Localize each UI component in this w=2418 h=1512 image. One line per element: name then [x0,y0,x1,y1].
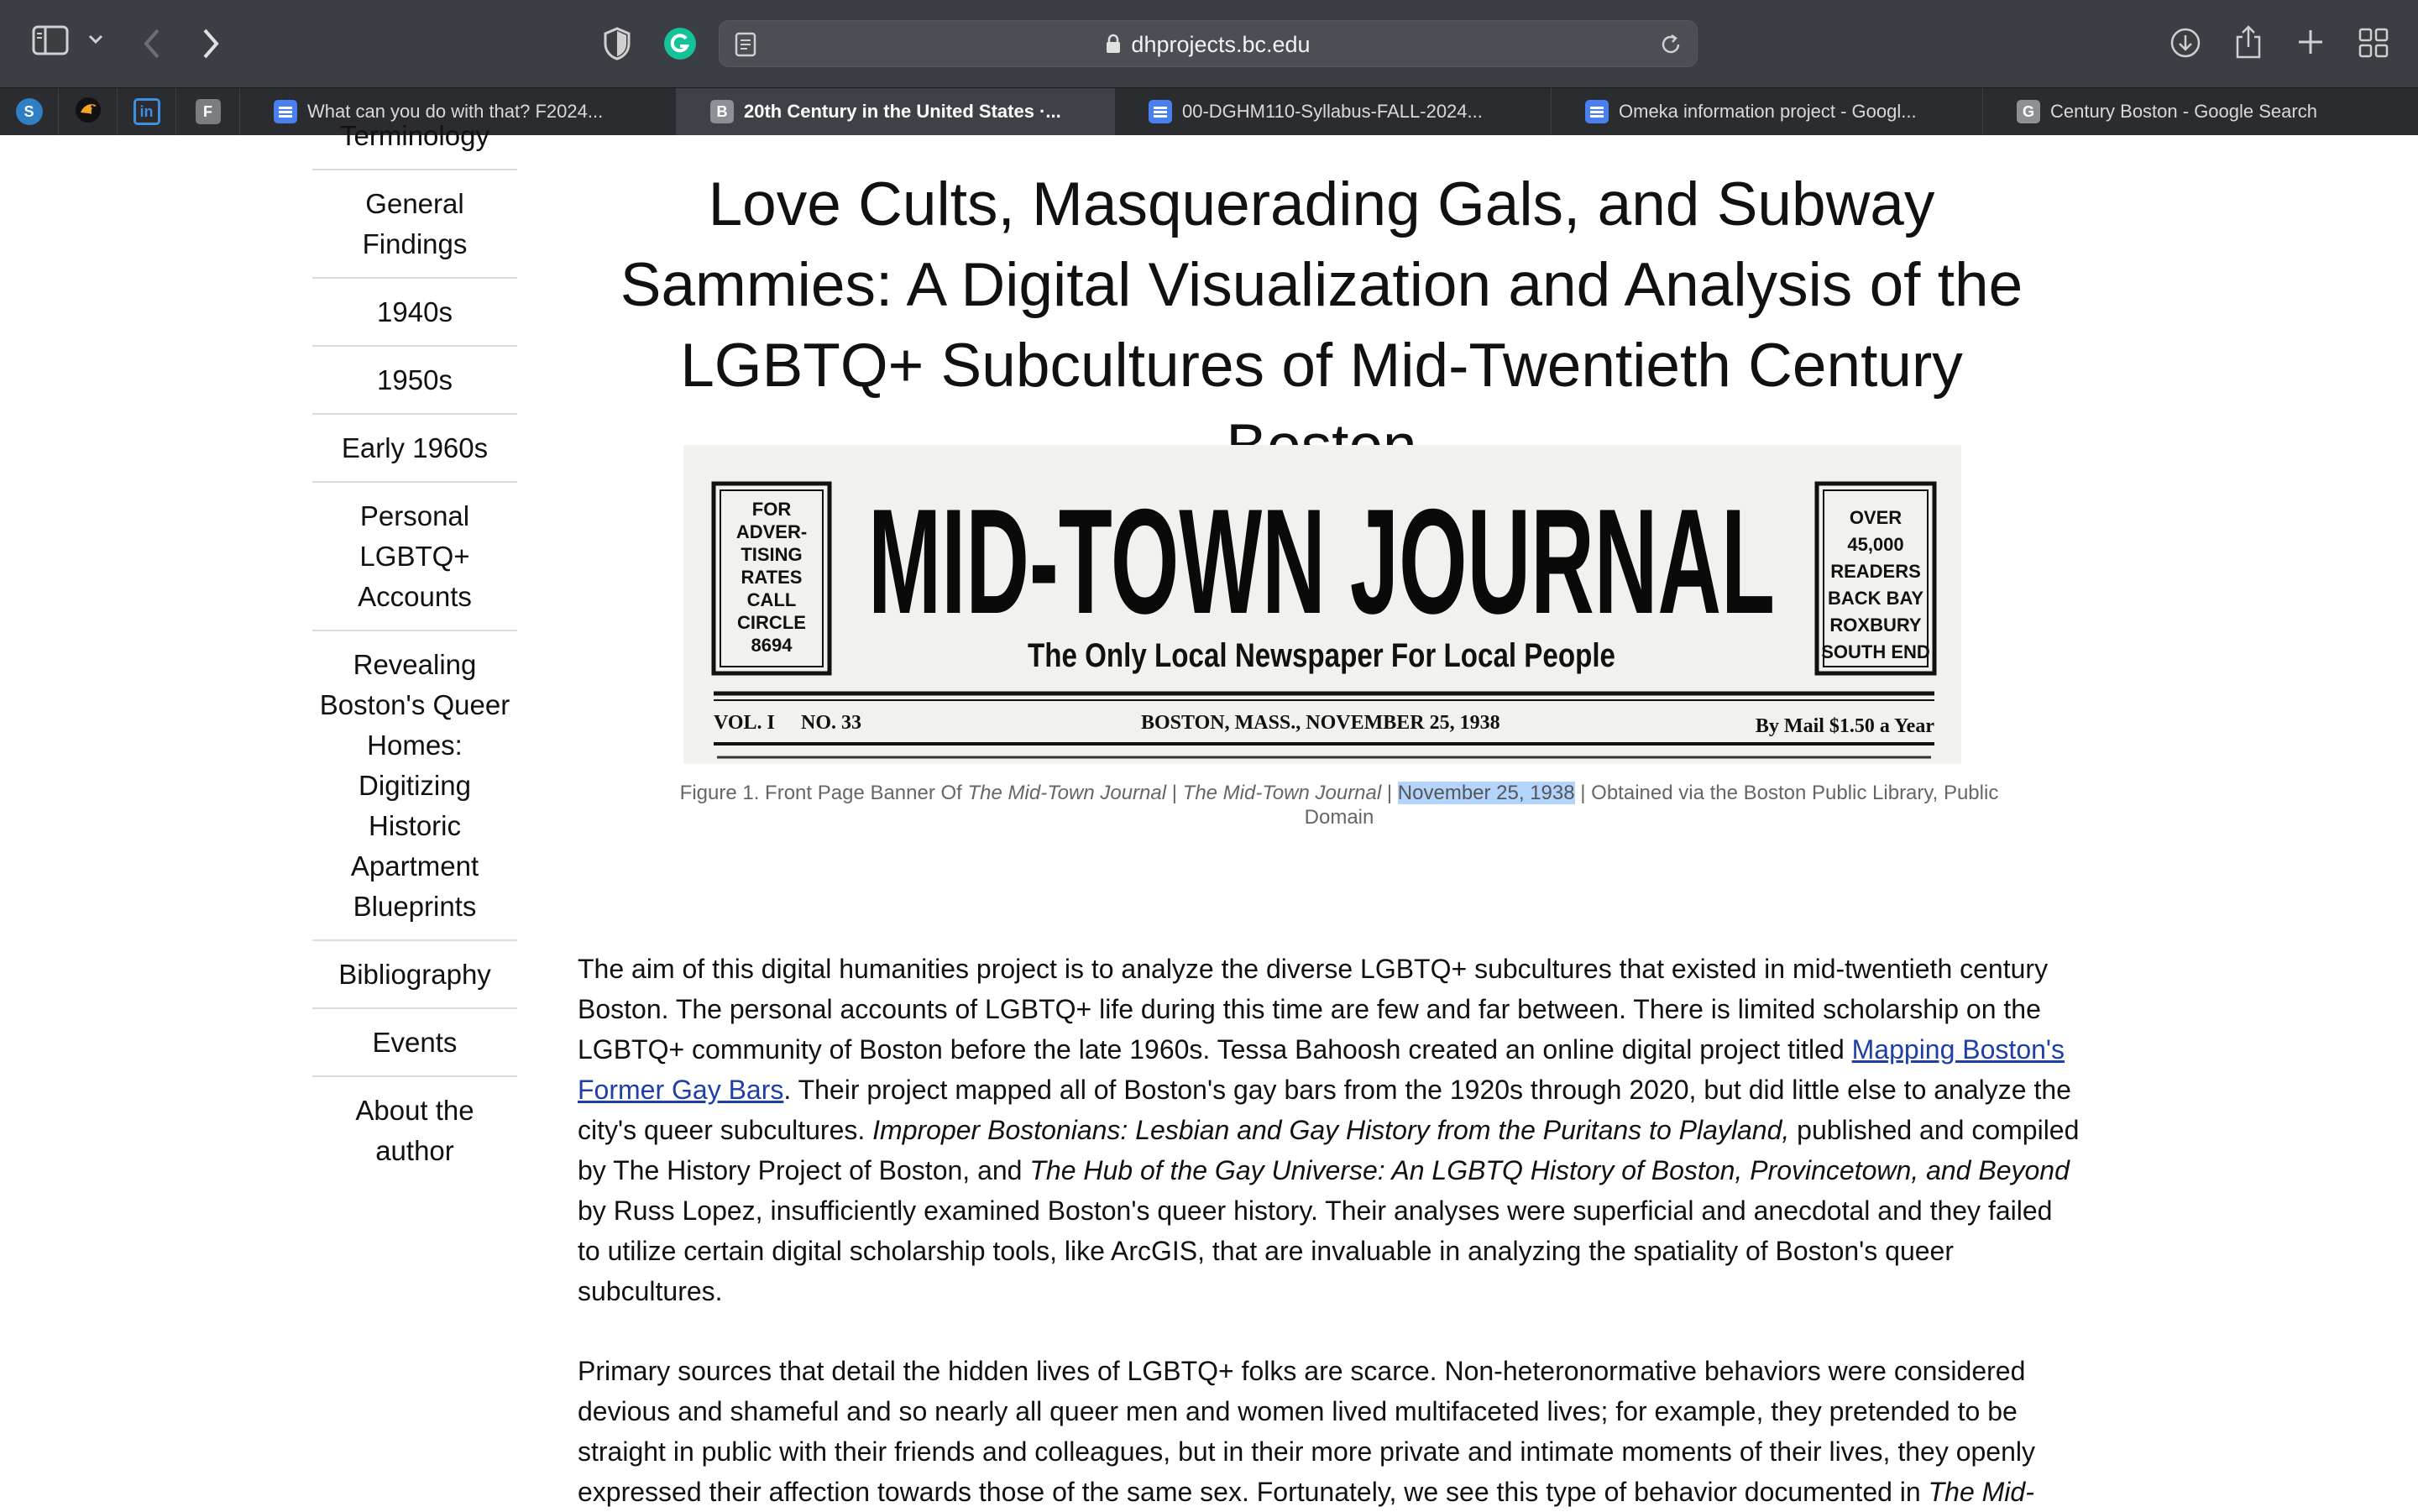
caption-prefix: Figure 1. Front Page Banner Of [679,782,968,804]
pinned-tab[interactable] [176,88,240,135]
b-icon [710,100,734,123]
sidebar-link[interactable]: Terminology [340,120,489,151]
sidebar-item-general-findings[interactable] [312,170,517,279]
f-icon-letter: F [203,102,212,120]
tab-omeka[interactable] [1552,88,1983,135]
back-icon[interactable] [141,27,163,60]
right-box-line: ROXBURY [1829,615,1922,636]
tab-label: What can you do with that? F2024... [307,101,604,122]
paragraph-text: published and compiled by The History Project of Boston, and [578,1115,2080,1185]
sidebar-link[interactable]: 1940s [377,296,453,327]
sidebar-item-personal-accounts[interactable] [312,483,517,631]
caption-separator: | [1381,782,1398,804]
pinned-tab[interactable] [59,88,118,135]
page-title: Love Cults, Masquerading Gals, and Subway Sammies: A Digital Visualization and Analysis of the LGBTQ+ Subcultures of Mid-Twentieth Century [620,170,2023,400]
left-box-line: CIRCLE [737,612,806,633]
sidebar-item-events[interactable] [312,1009,517,1077]
journal-title: The Mid- [1928,1477,2034,1507]
privacy-shield-icon[interactable] [603,27,631,60]
dateline: BOSTON, MASS., NOVEMBER 25, 1938 [1141,712,1500,734]
g-icon [2017,100,2040,123]
sidebar-link[interactable]: Events [372,1027,458,1058]
linkedin-icon-letter: in [139,102,154,120]
right-box-line: READERS [1830,561,1921,582]
paragraph-text: The aim of this digital humanities project is to analyze the diverse LGBTQ+ subcultures that existed in mid-twentieth century Boston. The personal accounts of LGBTQ+ life during this time are few and far between. There is limited scholarship on the LGBTQ+ community of Boston before the late 1960s. Tessa Bahoosh created an online digital project titled [578,954,2049,1065]
browser-toolbar [0,0,2418,87]
masthead: MID-TOWN JOURNAL [868,478,1775,645]
chevron-down-icon[interactable] [87,34,104,45]
paragraph-text: by Russ Lopez, insufficiently examined Boston's queer history. Their analyses were superficial and anecdotal and they failed to utilize certain digital scholarship tools, like ArcGIS, that are invaluable in analyzing the spatiality of Boston's queer subcultures. [578,1195,2053,1306]
share-icon[interactable] [2233,24,2264,60]
sidebar-item-queer-homes[interactable] [312,631,517,941]
tab-20th-century[interactable] [677,88,1115,135]
pinned-tab[interactable] [0,88,59,135]
left-box-line: ADVER- [735,521,808,542]
s-icon [16,98,43,125]
url-text: dhprojects.bc.edu [1131,32,1311,57]
left-box-line: 8694 [751,635,793,656]
paragraph-text: Primary sources that detail the hidden lives of LGBTQ+ folks are scarce. Non-heteronormative behaviors were considered devious and shameful and so nearly all queer men and women lived multifaceted lives; for example, they pretended to be straight in public with their friends and colleagues, but in their more private and intimate moments of their lives, they openly expressed their affection towards those of the same sex. Fortunately, we see this type of behavior documented in [578,1356,2035,1507]
pinned-tab[interactable] [118,88,176,135]
newspaper-banner-image [683,445,1961,764]
url-display [720,21,1697,68]
right-box-line: 45,000 [1847,534,1904,555]
sidebar-nav [312,120,517,1184]
google-docs-icon [274,100,297,123]
tab-label: Century Boston - Google Search [2050,101,2317,122]
figure-caption [663,781,2015,829]
tab-overview-icon[interactable] [2358,27,2389,59]
right-box-line: BACK BAY [1827,588,1924,609]
linkedin-icon [133,98,160,125]
address-bar[interactable] [719,20,1698,67]
mapping-boston-gay-bars-link[interactable]: Mapping Boston's Former Gay Bars [578,1034,2065,1105]
sidebar-item-terminology[interactable] [312,116,517,170]
book-title: The Hub of the Gay Universe: An LGBTQ History of Boston, Provincetown, and Beyond [1029,1155,2070,1185]
tab-label: Omeka information project - Googl... [1619,101,1917,122]
tab-syllabus[interactable] [1115,88,1552,135]
caption-separator: | [1166,782,1183,804]
caption-italic: The Mid-Town Journal [1182,782,1382,804]
left-box-line: RATES [741,567,803,588]
volume-label: VOL. I [714,712,775,734]
sidebar-item-1950s[interactable] [312,347,517,415]
f-icon [196,99,221,124]
sidebar-item-bibliography[interactable] [312,941,517,1009]
tagline: The Only Local Newspaper For Local People [1028,637,1615,674]
reload-icon[interactable] [1658,32,1683,61]
sidebar-link[interactable]: Bibliography [338,959,491,990]
tab-label: 00-DGHM110-Syllabus-FALL-2024... [1182,101,1483,122]
sidebar-item-about-author[interactable] [312,1077,517,1184]
right-box-line: SOUTH END [1821,641,1930,662]
google-docs-icon [1585,100,1609,123]
paragraph-text: . Their project mapped all of Boston's gay bars from the 1920s through 2020, but did little else to analyze the city's queer subcultures. [578,1075,2071,1145]
right-box-line: OVER [1849,507,1902,528]
google-docs-icon [1149,100,1172,123]
sidebar-item-1940s[interactable] [312,279,517,347]
left-box-line: TISING [741,544,803,565]
left-box-line: FOR [751,499,792,520]
new-tab-icon[interactable] [2295,27,2326,57]
caption-italic: The Mid-Town Journal [967,782,1167,804]
issue-label: NO. 33 [801,712,861,734]
tab-google-search[interactable] [1983,88,2418,135]
b-icon-letter: B [716,102,728,120]
primary-sources-paragraph [578,1351,2080,1512]
sidebar-item-early-1960s[interactable] [312,415,517,483]
lock-icon [1106,23,1121,70]
forward-icon[interactable] [200,27,222,60]
sidebar-link[interactable]: About the author [355,1095,474,1166]
sidebar-link[interactable]: Revealing Boston's Queer Homes: Digitizing Historic Apartment Blueprints [319,649,510,922]
price-label: By Mail $1.50 a Year [1755,715,1934,737]
s-icon-letter: S [24,102,34,120]
bird-icon [74,96,102,128]
caption-suffix: | Obtained via the Boston Public Library, Public Domain [1304,782,1999,829]
sidebar-toggle-icon[interactable] [32,25,69,55]
g-icon-letter: G [2022,102,2034,120]
grammarly-icon[interactable] [663,27,697,60]
book-title: Improper Bostonians: Lesbian and Gay History from the Puritans to Playland, [872,1115,1790,1145]
tab-label: 20th Century in the United States ·... [744,101,1061,122]
caption-highlighted-date: November 25, 1938 [1397,782,1575,804]
sidebar-link[interactable]: General Findings [362,188,468,259]
sidebar-link[interactable]: Early 1960s [341,432,489,463]
left-box-line: CALL [746,589,797,610]
sidebar-link[interactable]: Personal LGBTQ+ Accounts [358,500,472,612]
sidebar-link[interactable]: 1950s [377,364,453,395]
intro-paragraph [578,949,2080,1311]
download-icon[interactable] [2169,27,2201,59]
